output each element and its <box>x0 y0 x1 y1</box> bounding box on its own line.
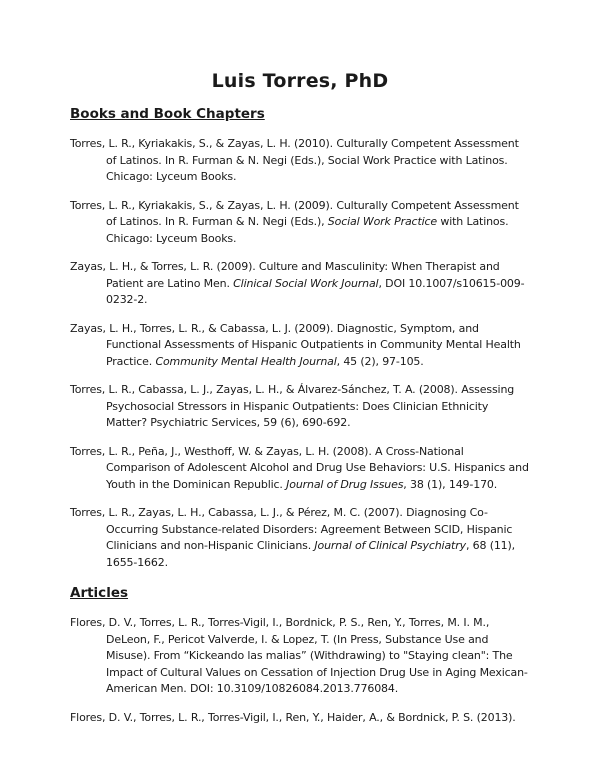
citation-entry: Torres, L. R., Cabassa, L. J., Zayas, L. H., & Álvarez-Sánchez, T. A. (2008). Assessing Psychosocial Stressors in Hispanic Outpatients: Does Clinician Ethnicity Matter? Psychiatric Services, 59 (6), 690-692. <box>70 383 515 429</box>
citation-entry: Torres, L. R., Kyriakakis, S., & Zayas, L. H. (2009). Culturally Competent Assessment of Latinos. In R. Furman & N. Negi (Eds.), Social Work Practice with Latinos. Chicago: Lyceum Books. <box>70 198 519 245</box>
citation-entry: Zayas, L. H., Torres, L. R., & Cabassa, L. J. (2009). Diagnostic, Symptom, and Functional Assessments of Hispanic Outpatients in Community Mental Health Practice. Community Mental Health Journal, 45 (2), 97-105. <box>70 321 521 368</box>
citation-entry: Flores, D. V., Torres, L. R., Torres-Vigil, I., Ren, Y., Haider, A., & Bordnick, P. S. (2013). <box>70 710 516 724</box>
section-heading-books: Books and Book Chapters <box>70 106 265 122</box>
citation-entry: Zayas, L. H., & Torres, L. R. (2009). Culture and Masculinity: When Therapist and Patient are Latino Men. Clinical Social Work Journal, DOI 10.1007/s10615-009-0232-2. <box>70 260 525 306</box>
citation-entry: Torres, L. R., Peña, J., Westhoff, W. & Zayas, L. H. (2008). A Cross-National Comparison of Adolescent Alcohol and Drug Use Behaviors: U.S. Hispanics and Youth in the Dominican Republic. Journal of Drug Issues, 38 (1), 149-170. <box>70 444 529 491</box>
citation-entry: Torres, L. R., Kyriakakis, S., & Zayas, L. H. (2010). Culturally Competent Assessment of Latinos. In R. Furman & N. Negi (Eds.), Social Work Practice with Latinos. Chicago: Lyceum Books. <box>70 137 519 183</box>
document-title: Luis Torres, PhD <box>211 70 389 92</box>
citation-entry: Torres, L. R., Zayas, L. H., Cabassa, L. J., & Pérez, M. C. (2007). Diagnosing Co-Occurring Substance-related Disorders: Agreement Between SCID, Hispanic Clinicians and non-Hispanic Clinicians. Journal of Clinical Psychiatry, 68 (11), 1655-1662. <box>70 506 516 569</box>
section-heading-articles: Articles <box>70 585 129 601</box>
citation-entry: Flores, D. V., Torres, L. R., Torres-Vigil, I., Bordnick, P. S., Ren, Y., Torres, M. I. M., DeLeon, F., Pericot Valverde, I. & Lopez, T. (In Press, Substance Use and Misuse). From “Kickeando las malias” (Withdrawing) to "Staying clean": The Impact of Cultural Values on Cessation of Injection Drug Use in Aging Mexican-American Men. DOI: 10.3109/10826084.2013.776084. <box>70 616 528 695</box>
